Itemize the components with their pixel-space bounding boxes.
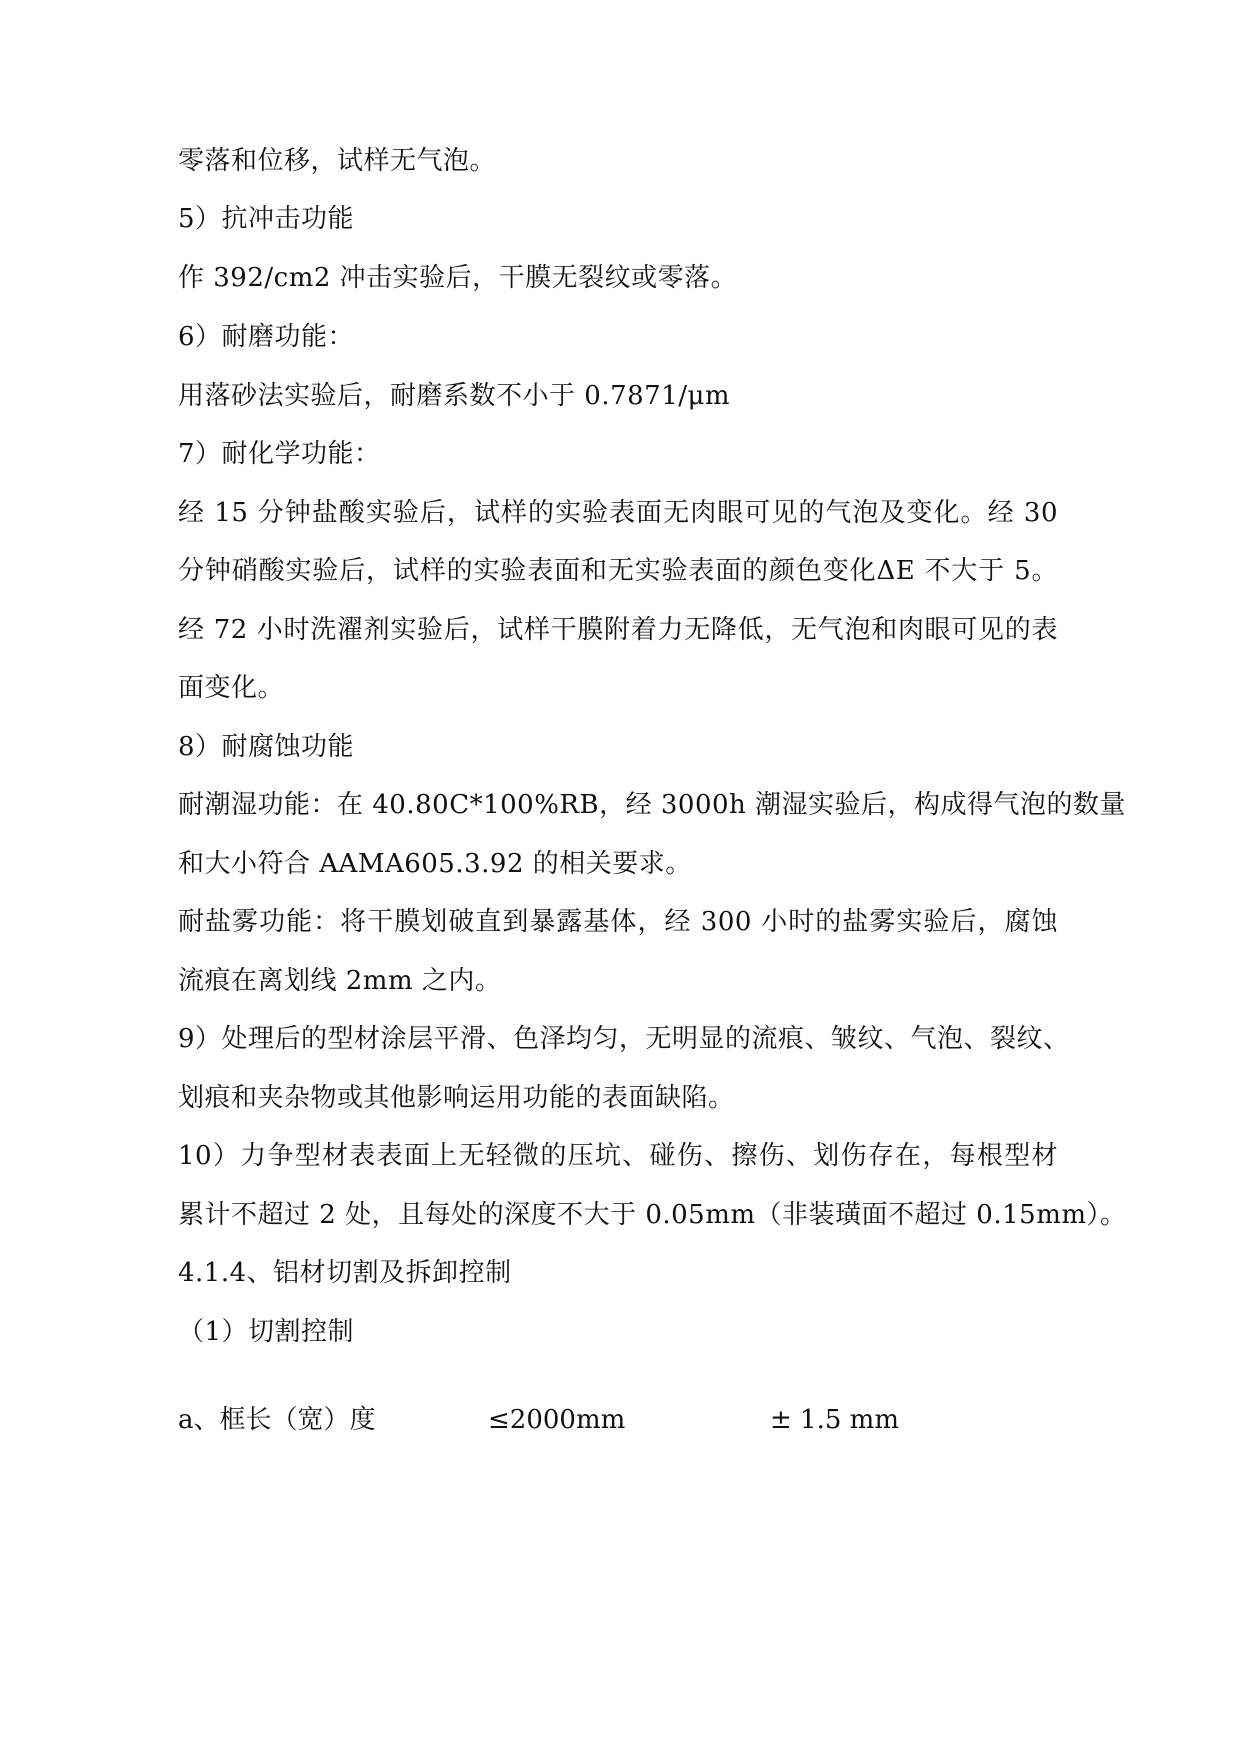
text-line: 10）力争型材表表面上无轻微的压坑、碰伤、擦伤、划伤存在，每根型材 <box>178 1141 1058 1171</box>
text-line: 耐潮湿功能：在 40.80C*100%RB，经 3000h 潮湿实验后，构成得气泡的数量 <box>178 790 1127 820</box>
tolerance-item: a、框长（宽）度 <box>178 1405 376 1435</box>
text-line: 分钟硝酸实验后，试样的实验表面和无实验表面的颜色变化ΔE 不大于 5。 <box>178 556 1058 586</box>
text-line: 经 15 分钟盐酸实验后，试样的实验表面无肉眼可见的气泡及变化。经 30 <box>178 498 1058 528</box>
section-heading-corrosion: 8）耐腐蚀功能 <box>178 732 355 762</box>
text-line: 经 72 小时洗濯剂实验后，试样干膜附着力无降低，无气泡和肉眼可见的表 <box>178 615 1058 645</box>
text-line: 划痕和夹杂物或其他影响运用功能的表面缺陷。 <box>178 1083 735 1113</box>
text-line: 面变化。 <box>178 673 285 703</box>
tolerance-range: ≤2000mm <box>488 1405 626 1435</box>
text-line: 和大小符合 AAMA605.3.92 的相关要求。 <box>178 849 692 879</box>
section-heading-abrasion: 6）耐磨功能： <box>178 322 355 352</box>
section-heading-cutting: 4.1.4、铝材切割及拆卸控制 <box>178 1258 512 1288</box>
text-line: 9）处理后的型材涂层平滑、色泽均匀，无明显的流痕、皱纹、气泡、裂纹、 <box>178 1024 1070 1054</box>
tolerance-value: ± 1.5 mm <box>770 1405 899 1435</box>
subsection-heading-cutting-control: （1）切割控制 <box>178 1317 355 1347</box>
section-heading-chemical: 7）耐化学功能： <box>178 439 381 469</box>
text-line: 用落砂法实验后，耐磨系数不小于 0.7871/μm <box>178 381 731 411</box>
text-line: 作 392/cm2 冲击实验后，干膜无裂纹或零落。 <box>178 263 738 293</box>
section-heading-impact: 5）抗冲击功能 <box>178 204 355 234</box>
text-line: 累计不超过 2 处，且每处的深度不大于 0.05mm（非装璜面不超过 0.15mm）。 <box>178 1200 1127 1230</box>
text-line: 耐盐雾功能：将干膜划破直到暴露基体，经 300 小时的盐雾实验后，腐蚀 <box>178 907 1058 937</box>
text-line: 流痕在离划线 2mm 之内。 <box>178 966 502 996</box>
text-line: 零落和位移，试样无气泡。 <box>178 146 497 176</box>
